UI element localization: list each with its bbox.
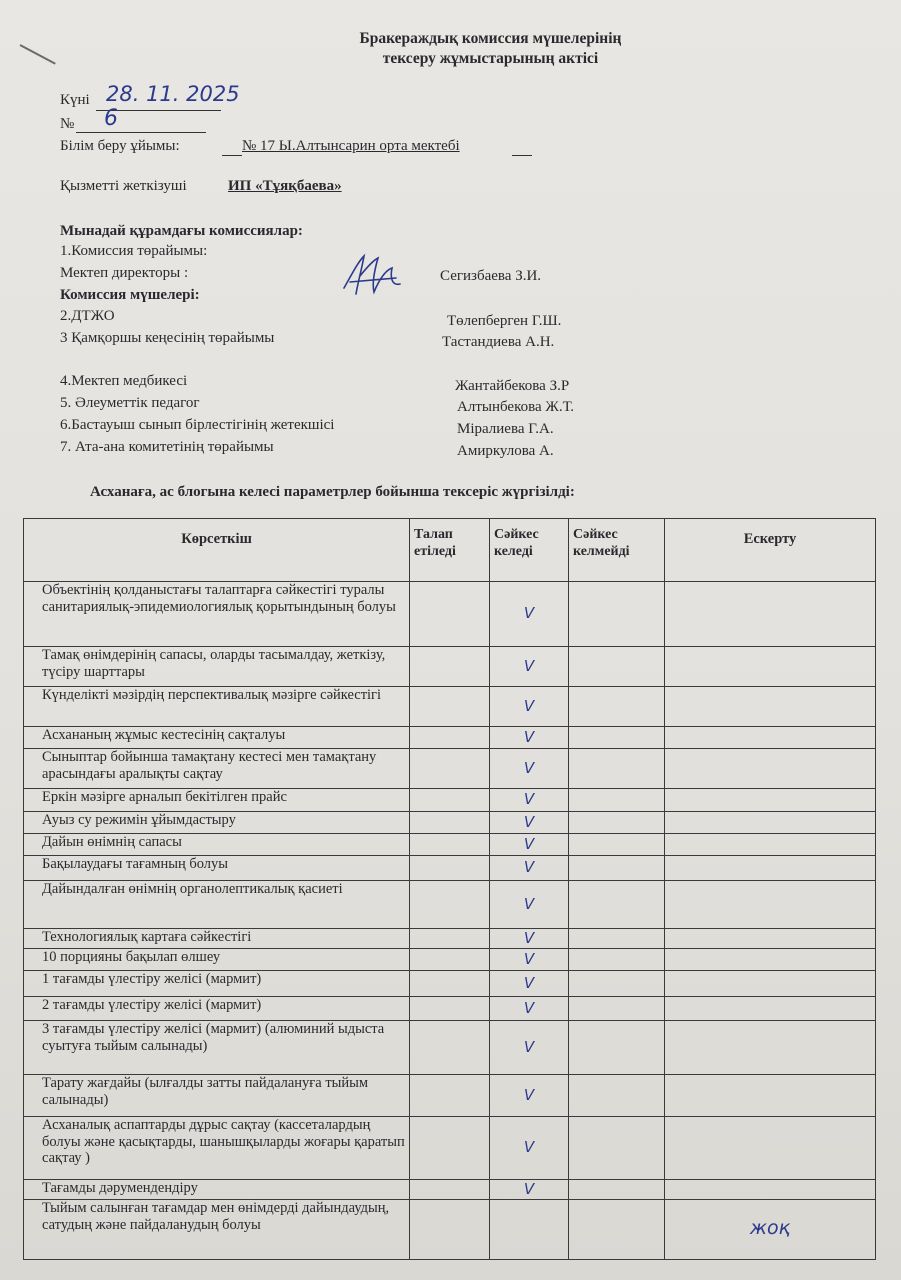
org-label: Білім беру ұйымы: (60, 138, 180, 154)
indicator-cell: 2 тағамды үлестіру желісі (мармит) (24, 997, 410, 1021)
member-name: Тастандиева А.Н. (442, 334, 555, 350)
note-cell (665, 582, 876, 647)
member-name: Төлепберген Г.Ш. (447, 313, 562, 329)
nomatch-cell (569, 881, 665, 929)
indicator-cell: Асхананың жұмыс кестесінің сақталуы (24, 727, 410, 749)
table-row (24, 647, 876, 687)
nomatch-cell (569, 949, 665, 971)
check-mark: V (523, 834, 535, 853)
table-row (24, 727, 876, 749)
supplier-label: Қызметті жеткізуші (60, 178, 187, 194)
nomatch-cell (569, 971, 665, 997)
check-mark: V (523, 973, 535, 992)
col-header: Көрсеткіш (24, 519, 410, 582)
org-value: № 17 Ы.Алтынсарин орта мектебі (242, 138, 460, 154)
match-cell (490, 1200, 569, 1260)
required-cell (410, 971, 490, 997)
inspection-table (23, 518, 876, 1260)
check-mark: V (523, 758, 535, 777)
table-row (24, 971, 876, 997)
indicator-cell: Технологиялық картаға сәйкестігі (24, 929, 410, 949)
director-label: Мектеп директоры : (60, 265, 189, 281)
nomatch-cell (569, 1021, 665, 1075)
check-mark: V (523, 812, 535, 831)
required-cell (410, 856, 490, 881)
nomatch-cell (569, 789, 665, 812)
match-cell (490, 856, 569, 881)
commission-heading: Мынадай құрамдағы комиссиялар: (60, 223, 303, 239)
member-name: Алтынбекова Ж.Т. (457, 399, 574, 415)
match-cell (490, 727, 569, 749)
indicator-cell: Тамақ өнімдерінің сапасы, оларды тасымалдау, жеткізу, түсіру шарттары (24, 647, 410, 687)
note-cell (665, 727, 876, 749)
nomatch-cell (569, 582, 665, 647)
document-title-line2: тексеру жұмыстарының актісі (382, 50, 599, 67)
check-mark: V (523, 790, 535, 809)
col-header: Сәйкес келеді (490, 519, 569, 582)
note-cell (665, 789, 876, 812)
match-cell (490, 687, 569, 727)
date-value: 28. 11. 2025 (106, 82, 240, 106)
nomatch-cell (569, 687, 665, 727)
indicator-cell: Дайын өнімнің сапасы (24, 834, 410, 856)
nomatch-cell (569, 997, 665, 1021)
match-cell (490, 647, 569, 687)
note-cell (665, 997, 876, 1021)
indicator-cell: Күнделікті мәзірдің перспективалық мәзірге сәйкестігі (24, 687, 410, 727)
note-cell (665, 812, 876, 834)
nomatch-cell (569, 812, 665, 834)
table-row (24, 997, 876, 1021)
match-cell (490, 834, 569, 856)
org-underline-left (222, 155, 242, 156)
required-cell (410, 647, 490, 687)
match-cell (490, 812, 569, 834)
match-cell (490, 949, 569, 971)
indicator-cell: Еркін мәзірге арналып бекітілген прайс (24, 789, 410, 812)
check-mark: V (523, 998, 535, 1017)
check-mark: V (523, 727, 535, 746)
required-cell (410, 582, 490, 647)
required-cell (410, 1117, 490, 1180)
table-row (24, 834, 876, 856)
table-row (24, 1180, 876, 1200)
required-cell (410, 1075, 490, 1117)
note-cell (665, 1200, 876, 1260)
match-cell (490, 997, 569, 1021)
director-signature (338, 248, 410, 300)
number-underline (76, 132, 206, 133)
nomatch-cell (569, 929, 665, 949)
member-name: Жантайбекова З.Р (455, 378, 570, 394)
nomatch-cell (569, 834, 665, 856)
match-cell (490, 789, 569, 812)
section-heading: Асханаға, ас блогына келесі параметрлер бойынша тексеріс жүргізілді: (90, 484, 575, 500)
match-cell (490, 971, 569, 997)
check-mark: V (523, 604, 535, 623)
member-role: 7. Ата-ана комитетінің төрайымы (60, 439, 274, 455)
table-row (24, 949, 876, 971)
check-mark: V (523, 1037, 535, 1056)
indicator-cell: Асханалық аспаптарды дұрыс сақтау (кассеталардың болуы және қасықтарды, шанышқыларды жоғары қаратып сақтау ) (24, 1117, 410, 1180)
table-row (24, 1021, 876, 1075)
match-cell (490, 1021, 569, 1075)
nomatch-cell (569, 1180, 665, 1200)
note-cell (665, 687, 876, 727)
table-header-row (24, 519, 876, 582)
nomatch-cell (569, 1200, 665, 1260)
member-name: Амиркулова А. (457, 443, 554, 459)
note-cell (665, 647, 876, 687)
member-role: 3 Қамқоршы кеңесінің төрайымы (60, 330, 275, 346)
required-cell (410, 997, 490, 1021)
member-role: 2.ДТЖО (60, 308, 115, 324)
indicator-cell: Сыныптар бойынша тамақтану кестесі мен тамақтану арасындағы аралықты сақтау (24, 749, 410, 789)
indicator-cell: Тыйым салынған тағамдар мен өнімдерді дайындаудың, сатудың және пайдаланудың болуы (24, 1200, 410, 1260)
note-cell (665, 1075, 876, 1117)
table-row (24, 582, 876, 647)
table-row (24, 1200, 876, 1260)
member-role: 6.Бастауыш сынып бірлестігінің жетекшісі (60, 417, 335, 433)
check-mark: V (523, 894, 535, 913)
match-cell (490, 749, 569, 789)
date-label: Күні (60, 92, 90, 108)
note-cell (665, 929, 876, 949)
check-mark: V (523, 949, 535, 968)
supplier-value: ИП «Тұяқбаева» (228, 178, 342, 194)
nomatch-cell (569, 1117, 665, 1180)
check-mark: V (523, 1085, 535, 1104)
match-cell (490, 1075, 569, 1117)
member-role: 4.Мектеп медбикесі (60, 373, 188, 389)
required-cell (410, 949, 490, 971)
match-cell (490, 1117, 569, 1180)
indicator-cell: 1 тағамды үлестіру желісі (мармит) (24, 971, 410, 997)
note-cell (665, 856, 876, 881)
required-cell (410, 727, 490, 749)
director-name: Сегизбаева З.И. (440, 268, 542, 284)
indicator-cell: Дайындалған өнімнің органолептикалық қасиеті (24, 881, 410, 929)
number-label: № (60, 116, 75, 132)
col-header: Талап етіледі (410, 519, 490, 582)
indicator-cell: 3 тағамды үлестіру желісі (мармит) (алюминий ыдыста суытуға тыйым салынады) (24, 1021, 410, 1075)
required-cell (410, 812, 490, 834)
match-cell (490, 582, 569, 647)
org-underline-right (512, 155, 532, 156)
table-row (24, 856, 876, 881)
check-mark: V (523, 928, 535, 947)
nomatch-cell (569, 1075, 665, 1117)
note-cell (665, 949, 876, 971)
required-cell (410, 834, 490, 856)
note-handwritten: жоқ (749, 1217, 791, 1240)
document-title-line1: Бракераждық комиссия мүшелерінің (359, 30, 622, 47)
table-row (24, 1117, 876, 1180)
table-row (24, 789, 876, 812)
indicator-cell: Бақылаудағы тағамның болуы (24, 856, 410, 881)
number-value: 6 (104, 106, 118, 131)
note-cell (665, 881, 876, 929)
note-cell (665, 1021, 876, 1075)
check-mark: V (523, 858, 535, 877)
col-header: Ескерту (665, 519, 876, 582)
indicator-cell: Тарату жағдайы (ылғалды затты пайдалануға тыйым салынады) (24, 1075, 410, 1117)
match-cell (490, 881, 569, 929)
table-row (24, 1075, 876, 1117)
members-heading: Комиссия мүшелері: (60, 287, 200, 303)
note-cell (665, 834, 876, 856)
check-mark: V (523, 696, 535, 715)
member-name: Міралиева Г.А. (457, 421, 554, 437)
indicator-cell: Ауыз су режимін ұйымдастыру (24, 812, 410, 834)
indicator-cell: 10 порцияны бақылап өлшеу (24, 949, 410, 971)
match-cell (490, 929, 569, 949)
required-cell (410, 881, 490, 929)
chair-label: 1.Комиссия төрайымы: (60, 243, 208, 259)
nomatch-cell (569, 647, 665, 687)
table-row (24, 687, 876, 727)
check-mark: V (523, 1179, 535, 1198)
table-row (24, 749, 876, 789)
note-cell (665, 1117, 876, 1180)
check-mark: V (523, 656, 535, 675)
nomatch-cell (569, 749, 665, 789)
indicator-cell: Объектінің қолданыстағы талаптарға сәйкестігі туралы санитариялық-эпидемиологиялық қорытындының болуы (24, 582, 410, 647)
indicator-cell: Тағамды дәрумендендіру (24, 1180, 410, 1200)
note-cell (665, 1180, 876, 1200)
table-row (24, 812, 876, 834)
table-row (24, 929, 876, 949)
required-cell (410, 687, 490, 727)
match-cell (490, 1180, 569, 1200)
col-header: Сәйкес келмейді (569, 519, 665, 582)
nomatch-cell (569, 856, 665, 881)
required-cell (410, 1021, 490, 1075)
required-cell (410, 749, 490, 789)
required-cell (410, 929, 490, 949)
note-cell (665, 749, 876, 789)
table-row (24, 881, 876, 929)
check-mark: V (523, 1138, 535, 1157)
nomatch-cell (569, 727, 665, 749)
note-cell (665, 971, 876, 997)
required-cell (410, 1180, 490, 1200)
required-cell (410, 789, 490, 812)
member-role: 5. Әлеуметтік педагог (60, 395, 200, 411)
required-cell (410, 1200, 490, 1260)
